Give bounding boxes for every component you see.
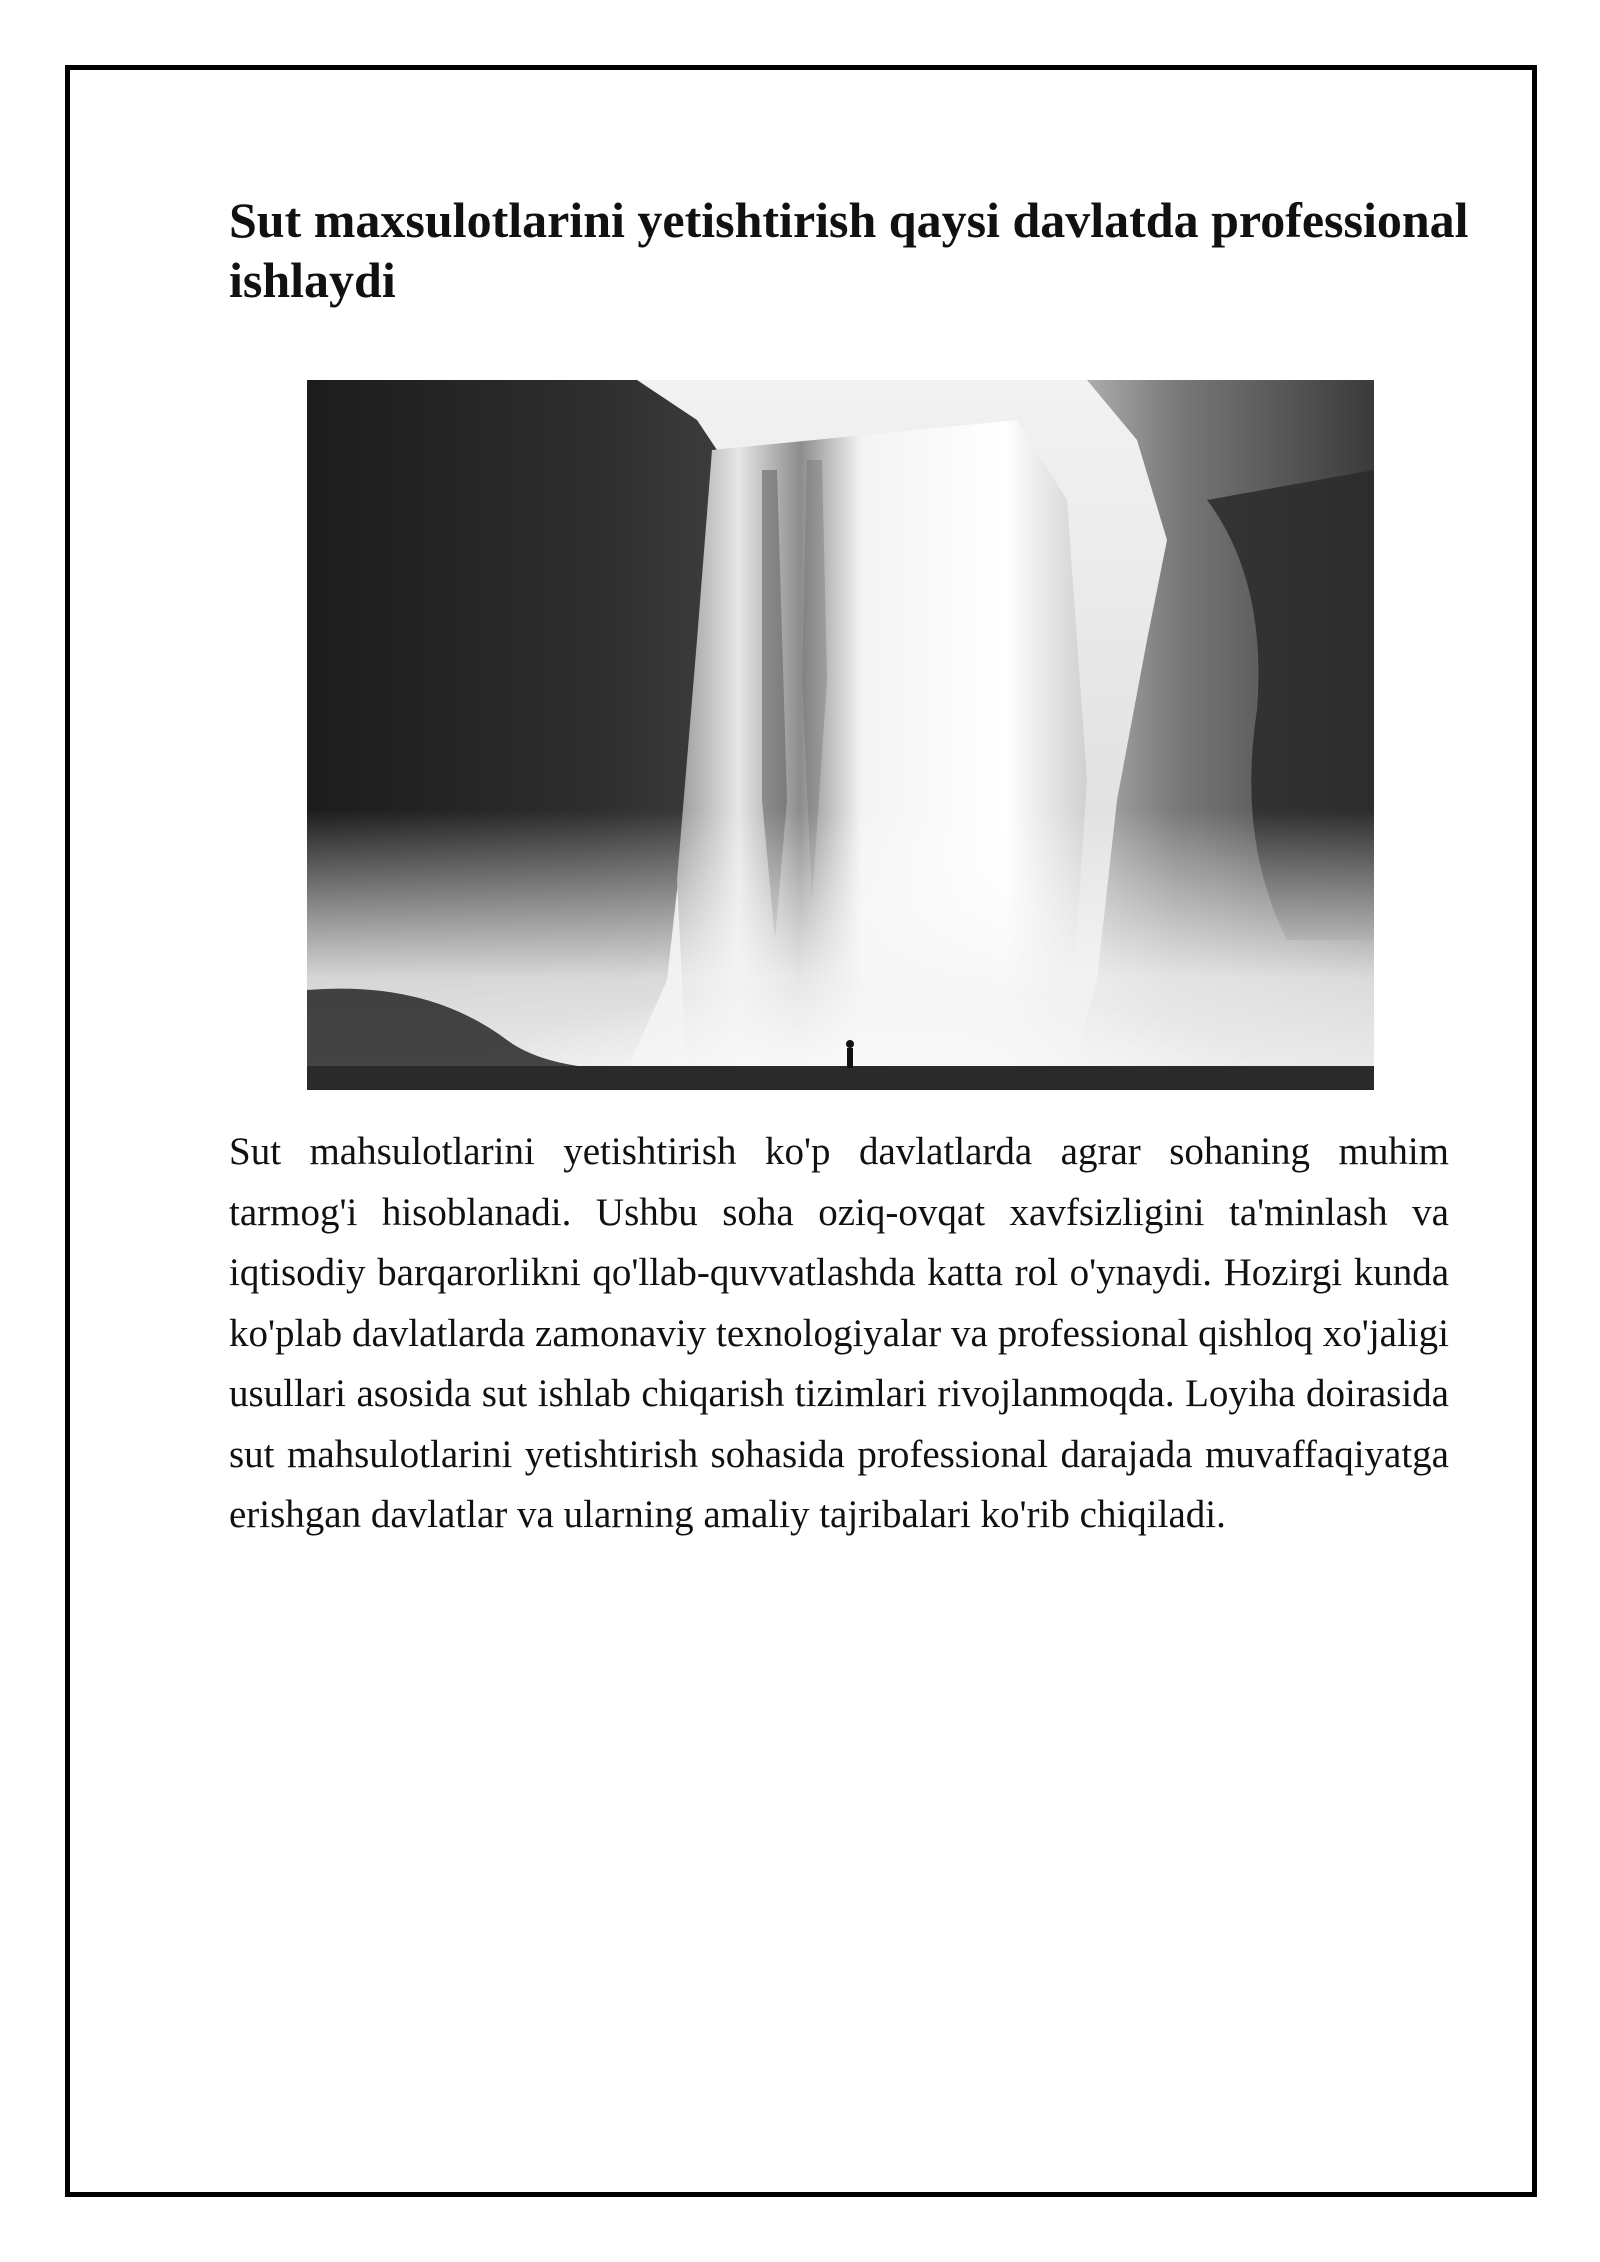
body-paragraph: Sut mahsulotlarini yetishtirish ko'p davlatlarda agrar sohaning muhim tarmog'i hisoblanadi. Ushbu soha oziq-ovqat xavfsizligini ta'minlash va iqtisodiy barqarorlikni qo'llab-quvvatlashda katta rol o'ynaydi. Hozirgi kunda ko'plab davlatlarda zamonaviy texnologiyalar va professional qishloq xo'jaligi usullari asosida sut ishlab chiqarish tizimlari rivojlanmoqda. Loyiha doirasida sut mahsulotlarini yetishtirish sohasida professional darajada muvaffaqiyatga erishgan davlatlar va ularning amaliy tajribalari ko'rib chiqiladi. [229, 1130, 1449, 1536]
page-title: Sut maxsulotlarini yetishtirish qaysi davlatda professional ishlaydi [229, 192, 1469, 308]
waterfall-photo [307, 380, 1374, 1090]
